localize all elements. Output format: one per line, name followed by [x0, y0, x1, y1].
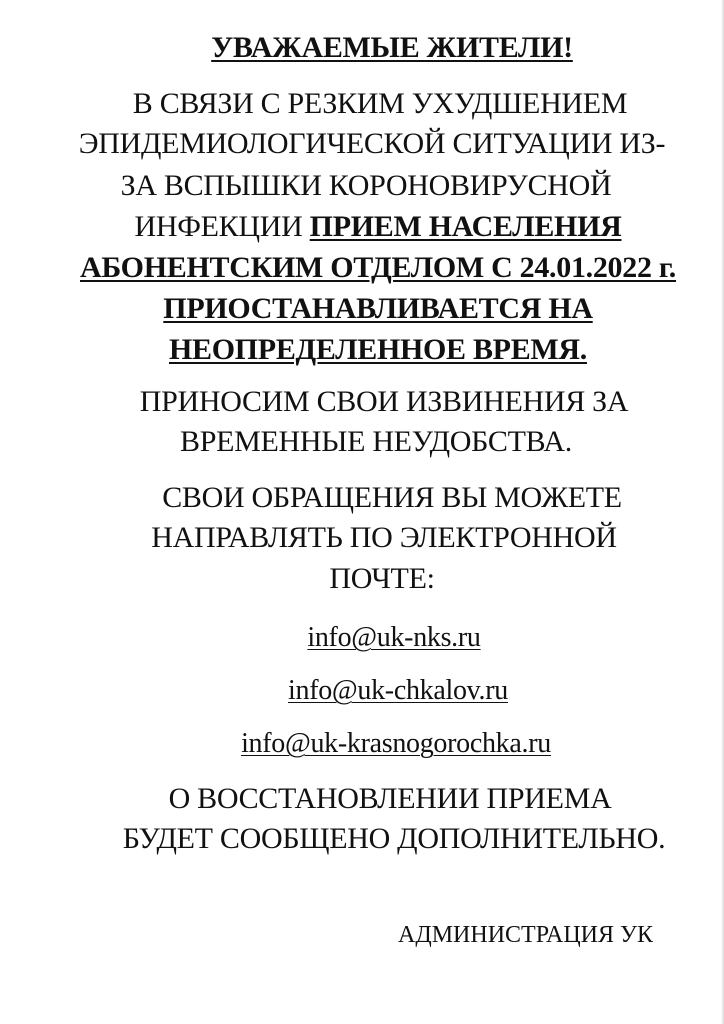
email-link[interactable]: info@uk-chkalov.ru: [288, 675, 508, 706]
apology-line: ПРИНОСИМ СВОИ ИЗВИНЕНИЯ ЗА: [139, 385, 629, 418]
email-link[interactable]: info@uk-krasnogorochka.ru: [241, 728, 551, 759]
paragraph-text: ИНФЕКЦИИ: [134, 210, 310, 243]
paragraph-line: ЭПИДЕМИОЛОГИЧЕСКОЙ СИТУАЦИИ ИЗ-: [78, 127, 666, 160]
paragraph-line: ЗА ВСПЫШКИ КОРОНОВИРУСНОЙ: [120, 169, 612, 202]
contact-line: СВОИ ОБРАЩЕНИЯ ВЫ МОЖЕТЕ: [162, 481, 622, 514]
email-item: [34, 726, 724, 762]
email-item: [32, 620, 724, 656]
resume-line: БУДЕТ СООБЩЕНО ДОПОЛНИТЕЛЬНО.: [122, 822, 666, 855]
paragraph-line: В СВЯЗИ С РЕЗКИМ УХУДШЕНИЕМ: [132, 87, 628, 120]
email-link[interactable]: info@uk-nks.ru: [307, 622, 481, 653]
signature: АДМИНИСТРАЦИЯ УК: [398, 922, 653, 948]
highlight-text: ПРИЕМ НАСЕЛЕНИЯ: [309, 210, 622, 243]
contact-line: ПОЧТЕ:: [329, 562, 435, 595]
highlight-line: АБОНЕНТСКИМ ОТДЕЛОМ С 24.01.2022 г.: [79, 251, 676, 284]
paragraph-line-mixed: [16, 209, 724, 245]
apology-line: ВРЕМЕННЫЕ НЕУДОБСТВА.: [179, 425, 572, 458]
email-item: [36, 673, 724, 709]
contact-line: НАПРАВЛЯТЬ ПО ЭЛЕКТРОННОЙ: [151, 521, 617, 554]
highlight-line: ПРИОСТАНАВЛИВАЕТСЯ НА: [163, 292, 593, 325]
highlight-line: НЕОПРЕДЕЛЕННОЕ ВРЕМЯ.: [168, 333, 587, 366]
resume-line: О ВОССТАНОВЛЕНИИ ПРИЕМА: [168, 782, 612, 815]
notice-heading: УВАЖАЕМЫЕ ЖИТЕЛИ!: [211, 31, 573, 64]
